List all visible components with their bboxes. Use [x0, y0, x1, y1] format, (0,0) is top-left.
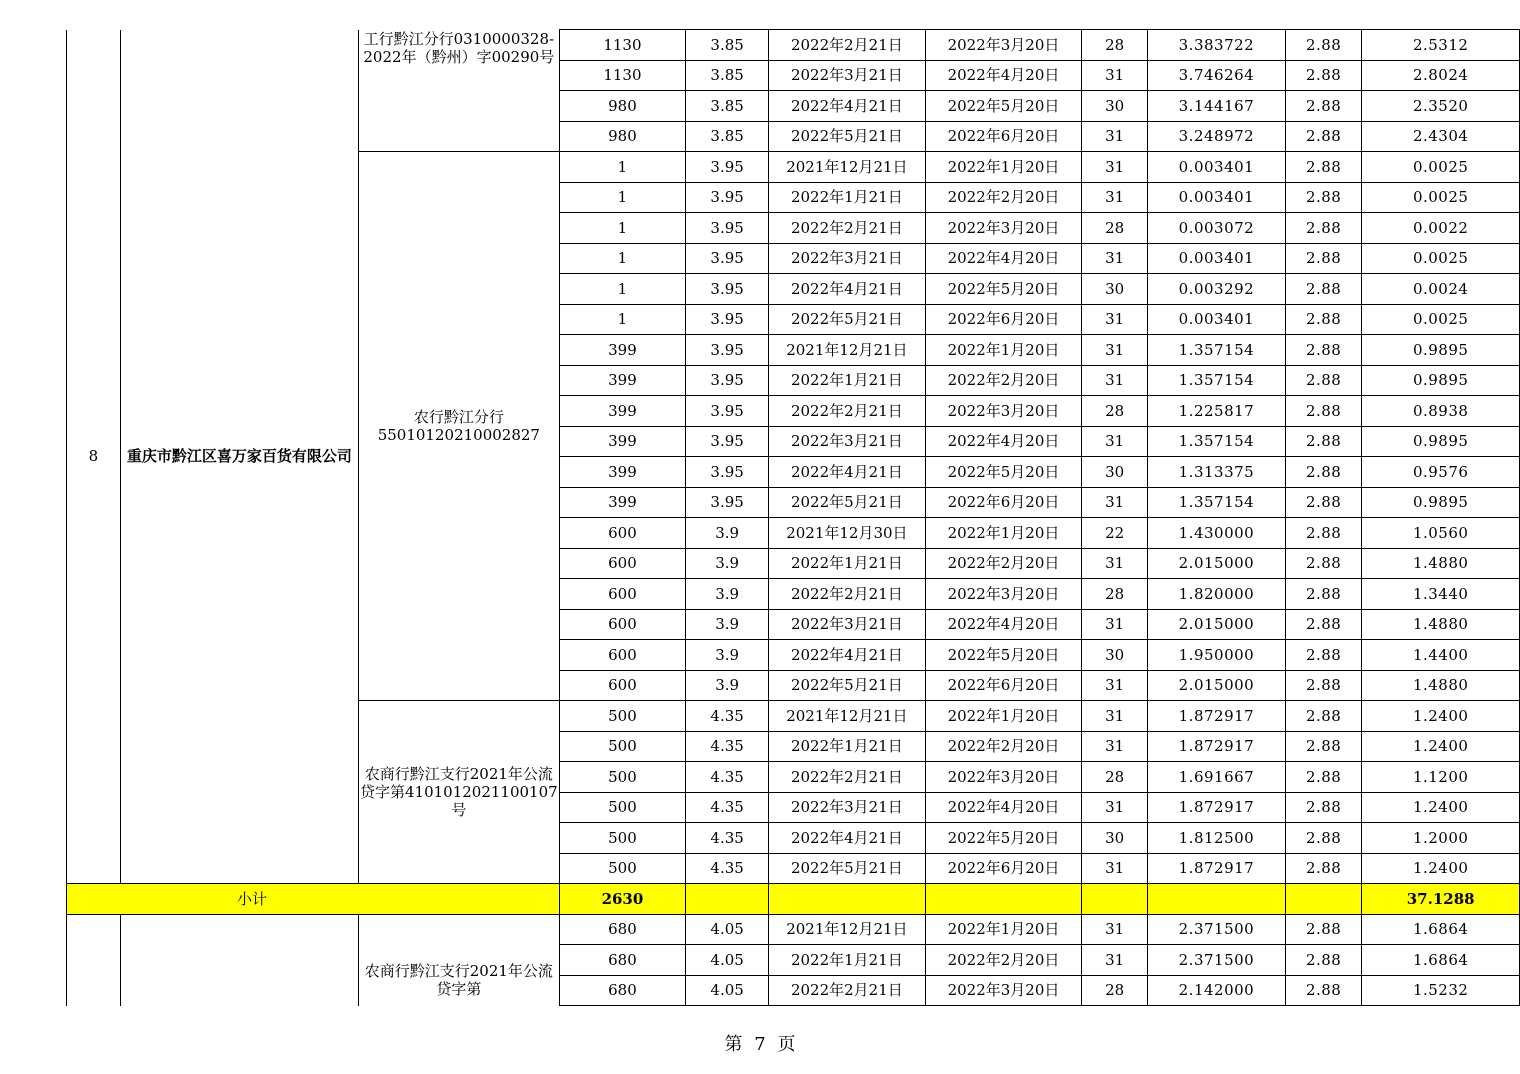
subsidy-cell: 0.9895 — [1362, 426, 1520, 457]
subsidy-cell: 1.4400 — [1362, 640, 1520, 671]
interest-cell: 1.950000 — [1147, 640, 1285, 671]
end-date-cell: 2022年6月20日 — [925, 853, 1082, 884]
amount-cell: 500 — [559, 853, 685, 884]
subsidy-rate-cell: 2.88 — [1285, 426, 1361, 457]
days-cell: 31 — [1082, 548, 1148, 579]
start-date-cell: 2022年5月21日 — [769, 487, 925, 518]
group-8-body — [67, 30, 1520, 884]
start-date-cell: 2022年2月21日 — [769, 762, 925, 793]
loan-contract-cell: 农商行黔江支行2021年公流贷字第 — [358, 914, 559, 1006]
interest-cell: 1.691667 — [1147, 762, 1285, 793]
end-date-cell: 2022年1月20日 — [925, 152, 1082, 183]
amount-cell: 399 — [559, 487, 685, 518]
interest-cell: 2.371500 — [1147, 914, 1285, 945]
company-name-cell: 重庆市黔江区喜万家百货有限公司 — [120, 30, 358, 884]
rate-cell: 3.9 — [686, 609, 769, 640]
end-date-cell: 2022年6月20日 — [925, 121, 1082, 152]
subtotal-cell — [769, 884, 925, 915]
subsidy-rate-cell: 2.88 — [1285, 121, 1361, 152]
interest-cell: 1.872917 — [1147, 701, 1285, 732]
start-date-cell: 2022年1月21日 — [769, 945, 925, 976]
start-date-cell: 2022年4月21日 — [769, 640, 925, 671]
subsidy-rate-cell: 2.88 — [1285, 91, 1361, 122]
amount-cell: 600 — [559, 518, 685, 549]
subsidy-cell: 2.4304 — [1362, 121, 1520, 152]
subsidy-rate-cell: 2.88 — [1285, 701, 1361, 732]
subsidy-cell: 2.3520 — [1362, 91, 1520, 122]
subsidy-cell: 0.9895 — [1362, 335, 1520, 366]
subsidy-rate-cell: 2.88 — [1285, 152, 1361, 183]
end-date-cell: 2022年4月20日 — [925, 609, 1082, 640]
interest-cell: 1.872917 — [1147, 731, 1285, 762]
interest-cell: 2.015000 — [1147, 670, 1285, 701]
end-date-cell: 2022年3月20日 — [925, 762, 1082, 793]
rate-cell: 3.95 — [686, 213, 769, 244]
end-date-cell: 2022年1月20日 — [925, 701, 1082, 732]
start-date-cell: 2022年3月21日 — [769, 243, 925, 274]
days-cell: 31 — [1082, 945, 1148, 976]
interest-cell: 0.003401 — [1147, 182, 1285, 213]
interest-cell: 0.003292 — [1147, 274, 1285, 305]
amount-cell: 680 — [559, 975, 685, 1006]
amount-cell: 500 — [559, 731, 685, 762]
end-date-cell: 2022年2月20日 — [925, 945, 1082, 976]
subsidy-rate-cell: 2.88 — [1285, 579, 1361, 610]
interest-cell: 1.812500 — [1147, 823, 1285, 854]
rate-cell: 3.95 — [686, 274, 769, 305]
amount-cell: 399 — [559, 396, 685, 427]
days-cell: 28 — [1082, 396, 1148, 427]
days-cell: 31 — [1082, 304, 1148, 335]
days-cell: 31 — [1082, 335, 1148, 366]
subsidy-cell: 1.2400 — [1362, 792, 1520, 823]
start-date-cell: 2022年3月21日 — [769, 792, 925, 823]
rate-cell: 3.9 — [686, 640, 769, 671]
next-group-body — [67, 914, 1520, 1006]
rate-cell: 3.9 — [686, 548, 769, 579]
amount-cell: 980 — [559, 91, 685, 122]
days-cell: 31 — [1082, 182, 1148, 213]
subsidy-cell: 1.0560 — [1362, 518, 1520, 549]
end-date-cell: 2022年1月20日 — [925, 335, 1082, 366]
subsidy-cell: 1.4880 — [1362, 670, 1520, 701]
rate-cell: 3.95 — [686, 335, 769, 366]
end-date-cell: 2022年3月20日 — [925, 30, 1082, 61]
subsidy-rate-cell: 2.88 — [1285, 823, 1361, 854]
page-footer — [0, 1030, 1520, 1056]
loan-contract-cell: 农商行黔江支行2021年公流贷字第4101012021100107号 — [358, 701, 559, 884]
subsidy-rate-cell: 2.88 — [1285, 609, 1361, 640]
days-cell: 31 — [1082, 121, 1148, 152]
subsidy-cell: 1.2400 — [1362, 853, 1520, 884]
end-date-cell: 2022年2月20日 — [925, 182, 1082, 213]
loan-contract-cell: 工行黔江分行0310000328-2022年（黔州）字00290号 — [358, 30, 559, 152]
subtotal-total: 37.1288 — [1362, 884, 1520, 915]
subsidy-rate-cell: 2.88 — [1285, 304, 1361, 335]
loan-interest-table — [66, 29, 1520, 1006]
interest-cell: 1.430000 — [1147, 518, 1285, 549]
interest-cell: 0.003401 — [1147, 152, 1285, 183]
interest-cell: 1.313375 — [1147, 457, 1285, 488]
rate-cell: 4.05 — [686, 945, 769, 976]
subsidy-rate-cell: 2.88 — [1285, 60, 1361, 91]
start-date-cell: 2022年1月21日 — [769, 548, 925, 579]
end-date-cell: 2022年5月20日 — [925, 91, 1082, 122]
days-cell: 30 — [1082, 274, 1148, 305]
subtotal-cell — [1285, 884, 1361, 915]
rate-cell: 3.95 — [686, 182, 769, 213]
subsidy-rate-cell: 2.88 — [1285, 335, 1361, 366]
end-date-cell: 2022年3月20日 — [925, 579, 1082, 610]
subsidy-cell: 1.3440 — [1362, 579, 1520, 610]
subsidy-rate-cell: 2.88 — [1285, 274, 1361, 305]
rate-cell: 3.95 — [686, 243, 769, 274]
subsidy-cell: 0.0025 — [1362, 304, 1520, 335]
subsidy-rate-cell: 2.88 — [1285, 670, 1361, 701]
interest-cell: 0.003401 — [1147, 304, 1285, 335]
rate-cell: 3.85 — [686, 30, 769, 61]
days-cell: 31 — [1082, 701, 1148, 732]
start-date-cell: 2022年1月21日 — [769, 731, 925, 762]
amount-cell: 680 — [559, 945, 685, 976]
end-date-cell: 2022年4月20日 — [925, 426, 1082, 457]
interest-cell: 0.003072 — [1147, 213, 1285, 244]
page-number: 7 — [754, 1034, 766, 1055]
amount-cell: 500 — [559, 823, 685, 854]
rate-cell: 3.95 — [686, 365, 769, 396]
subsidy-rate-cell: 2.88 — [1285, 182, 1361, 213]
subsidy-cell: 1.1200 — [1362, 762, 1520, 793]
end-date-cell: 2022年1月20日 — [925, 914, 1082, 945]
start-date-cell: 2021年12月21日 — [769, 335, 925, 366]
subtotal-cell — [925, 884, 1082, 915]
footer-suffix: 页 — [777, 1034, 796, 1055]
amount-cell: 1130 — [559, 30, 685, 61]
amount-cell: 1 — [559, 213, 685, 244]
subsidy-rate-cell: 2.88 — [1285, 853, 1361, 884]
interest-cell: 3.746264 — [1147, 60, 1285, 91]
days-cell: 31 — [1082, 853, 1148, 884]
subsidy-cell: 0.0022 — [1362, 213, 1520, 244]
subsidy-rate-cell: 2.88 — [1285, 548, 1361, 579]
amount-cell: 500 — [559, 792, 685, 823]
rate-cell: 3.85 — [686, 91, 769, 122]
rate-cell: 4.35 — [686, 731, 769, 762]
days-cell: 31 — [1082, 426, 1148, 457]
amount-cell: 1 — [559, 304, 685, 335]
rate-cell: 4.35 — [686, 853, 769, 884]
days-cell: 22 — [1082, 518, 1148, 549]
subtotal-body — [67, 884, 1520, 915]
subsidy-cell: 1.2000 — [1362, 823, 1520, 854]
interest-cell: 1.820000 — [1147, 579, 1285, 610]
rate-cell: 3.9 — [686, 518, 769, 549]
days-cell: 28 — [1082, 762, 1148, 793]
subsidy-rate-cell: 2.88 — [1285, 792, 1361, 823]
subsidy-rate-cell: 2.88 — [1285, 640, 1361, 671]
rate-cell: 4.35 — [686, 701, 769, 732]
subtotal-amount: 2630 — [559, 884, 685, 915]
end-date-cell: 2022年2月20日 — [925, 548, 1082, 579]
start-date-cell: 2022年5月21日 — [769, 121, 925, 152]
start-date-cell: 2021年12月21日 — [769, 152, 925, 183]
subsidy-rate-cell: 2.88 — [1285, 487, 1361, 518]
days-cell: 31 — [1082, 243, 1148, 274]
subtotal-cell — [1082, 884, 1148, 915]
rate-cell: 3.95 — [686, 426, 769, 457]
subsidy-cell: 1.5232 — [1362, 975, 1520, 1006]
start-date-cell: 2021年12月30日 — [769, 518, 925, 549]
amount-cell: 399 — [559, 365, 685, 396]
subsidy-cell: 1.2400 — [1362, 701, 1520, 732]
interest-cell: 0.003401 — [1147, 243, 1285, 274]
start-date-cell: 2022年2月21日 — [769, 579, 925, 610]
subsidy-cell: 1.6864 — [1362, 914, 1520, 945]
start-date-cell: 2022年2月21日 — [769, 396, 925, 427]
end-date-cell: 2022年6月20日 — [925, 487, 1082, 518]
end-date-cell: 2022年4月20日 — [925, 792, 1082, 823]
subsidy-cell: 0.8938 — [1362, 396, 1520, 427]
table-row — [67, 914, 1520, 945]
rate-cell: 3.95 — [686, 396, 769, 427]
start-date-cell: 2022年1月21日 — [769, 365, 925, 396]
subsidy-rate-cell: 2.88 — [1285, 213, 1361, 244]
start-date-cell: 2022年5月21日 — [769, 304, 925, 335]
start-date-cell: 2021年12月21日 — [769, 701, 925, 732]
subtotal-label: 小计 — [67, 884, 560, 915]
end-date-cell: 2022年3月20日 — [925, 396, 1082, 427]
subsidy-rate-cell: 2.88 — [1285, 396, 1361, 427]
subsidy-rate-cell: 2.88 — [1285, 518, 1361, 549]
end-date-cell: 2022年4月20日 — [925, 243, 1082, 274]
interest-cell: 3.144167 — [1147, 91, 1285, 122]
end-date-cell: 2022年5月20日 — [925, 457, 1082, 488]
subsidy-cell: 1.2400 — [1362, 731, 1520, 762]
amount-cell: 980 — [559, 121, 685, 152]
start-date-cell: 2022年5月21日 — [769, 670, 925, 701]
group-index-cell — [67, 914, 121, 1006]
start-date-cell: 2022年3月21日 — [769, 60, 925, 91]
interest-cell: 3.248972 — [1147, 121, 1285, 152]
interest-cell: 1.872917 — [1147, 792, 1285, 823]
subsidy-cell: 0.0025 — [1362, 152, 1520, 183]
rate-cell: 3.85 — [686, 60, 769, 91]
amount-cell: 600 — [559, 640, 685, 671]
interest-cell: 2.142000 — [1147, 975, 1285, 1006]
subsidy-cell: 1.4880 — [1362, 609, 1520, 640]
interest-cell: 1.872917 — [1147, 853, 1285, 884]
start-date-cell: 2022年1月21日 — [769, 182, 925, 213]
days-cell: 31 — [1082, 487, 1148, 518]
end-date-cell: 2022年4月20日 — [925, 60, 1082, 91]
subsidy-rate-cell: 2.88 — [1285, 975, 1361, 1006]
rate-cell: 4.35 — [686, 823, 769, 854]
subsidy-cell: 0.9895 — [1362, 365, 1520, 396]
interest-cell: 1.357154 — [1147, 426, 1285, 457]
days-cell: 31 — [1082, 609, 1148, 640]
subsidy-rate-cell: 2.88 — [1285, 457, 1361, 488]
subtotal-row — [67, 884, 1520, 915]
group-index-cell: 8 — [67, 30, 121, 884]
subsidy-cell: 0.9576 — [1362, 457, 1520, 488]
amount-cell: 1 — [559, 243, 685, 274]
amount-cell: 1 — [559, 152, 685, 183]
subsidy-cell: 0.9895 — [1362, 487, 1520, 518]
subsidy-rate-cell: 2.88 — [1285, 945, 1361, 976]
start-date-cell: 2022年4月21日 — [769, 91, 925, 122]
amount-cell: 399 — [559, 426, 685, 457]
end-date-cell: 2022年5月20日 — [925, 823, 1082, 854]
amount-cell: 600 — [559, 548, 685, 579]
footer-prefix: 第 — [724, 1034, 743, 1055]
loan-contract-cell: 农行黔江分行55010120210002827 — [358, 152, 559, 701]
start-date-cell: 2021年12月21日 — [769, 914, 925, 945]
subsidy-rate-cell: 2.88 — [1285, 731, 1361, 762]
days-cell: 31 — [1082, 731, 1148, 762]
days-cell: 31 — [1082, 792, 1148, 823]
days-cell: 31 — [1082, 60, 1148, 91]
subtotal-cell — [1147, 884, 1285, 915]
rate-cell: 3.95 — [686, 457, 769, 488]
end-date-cell: 2022年6月20日 — [925, 670, 1082, 701]
subsidy-cell: 0.0025 — [1362, 182, 1520, 213]
interest-cell: 2.015000 — [1147, 548, 1285, 579]
subsidy-cell: 1.6864 — [1362, 945, 1520, 976]
days-cell: 28 — [1082, 975, 1148, 1006]
subsidy-rate-cell: 2.88 — [1285, 762, 1361, 793]
amount-cell: 1 — [559, 182, 685, 213]
amount-cell: 500 — [559, 701, 685, 732]
start-date-cell: 2022年2月21日 — [769, 975, 925, 1006]
days-cell: 31 — [1082, 152, 1148, 183]
subsidy-cell: 0.0025 — [1362, 243, 1520, 274]
interest-cell: 2.015000 — [1147, 609, 1285, 640]
interest-cell: 1.357154 — [1147, 487, 1285, 518]
start-date-cell: 2022年3月21日 — [769, 426, 925, 457]
days-cell: 30 — [1082, 823, 1148, 854]
subsidy-cell: 2.5312 — [1362, 30, 1520, 61]
days-cell: 31 — [1082, 670, 1148, 701]
start-date-cell: 2022年5月21日 — [769, 853, 925, 884]
end-date-cell: 2022年2月20日 — [925, 365, 1082, 396]
end-date-cell: 2022年2月20日 — [925, 731, 1082, 762]
amount-cell: 399 — [559, 335, 685, 366]
rate-cell: 3.9 — [686, 670, 769, 701]
days-cell: 28 — [1082, 30, 1148, 61]
subsidy-rate-cell: 2.88 — [1285, 30, 1361, 61]
start-date-cell: 2022年3月21日 — [769, 609, 925, 640]
rate-cell: 3.85 — [686, 121, 769, 152]
days-cell: 30 — [1082, 457, 1148, 488]
days-cell: 28 — [1082, 213, 1148, 244]
amount-cell: 1130 — [559, 60, 685, 91]
interest-cell: 1.357154 — [1147, 365, 1285, 396]
subtotal-cell — [686, 884, 769, 915]
start-date-cell: 2022年2月21日 — [769, 30, 925, 61]
end-date-cell: 2022年3月20日 — [925, 975, 1082, 1006]
interest-cell: 3.383722 — [1147, 30, 1285, 61]
end-date-cell: 2022年1月20日 — [925, 518, 1082, 549]
amount-cell: 399 — [559, 457, 685, 488]
rate-cell: 4.05 — [686, 914, 769, 945]
subsidy-cell: 2.8024 — [1362, 60, 1520, 91]
amount-cell: 600 — [559, 670, 685, 701]
end-date-cell: 2022年3月20日 — [925, 213, 1082, 244]
interest-cell: 2.371500 — [1147, 945, 1285, 976]
end-date-cell: 2022年5月20日 — [925, 640, 1082, 671]
days-cell: 28 — [1082, 579, 1148, 610]
subsidy-rate-cell: 2.88 — [1285, 243, 1361, 274]
days-cell: 30 — [1082, 640, 1148, 671]
days-cell: 31 — [1082, 914, 1148, 945]
days-cell: 30 — [1082, 91, 1148, 122]
amount-cell: 680 — [559, 914, 685, 945]
interest-cell: 1.357154 — [1147, 335, 1285, 366]
subsidy-rate-cell: 2.88 — [1285, 914, 1361, 945]
company-name-cell — [120, 914, 358, 1006]
amount-cell: 600 — [559, 609, 685, 640]
table-row — [67, 30, 1520, 61]
rate-cell: 3.95 — [686, 487, 769, 518]
amount-cell: 600 — [559, 579, 685, 610]
amount-cell: 1 — [559, 274, 685, 305]
interest-cell: 1.225817 — [1147, 396, 1285, 427]
end-date-cell: 2022年6月20日 — [925, 304, 1082, 335]
rate-cell: 3.95 — [686, 152, 769, 183]
rate-cell: 4.35 — [686, 792, 769, 823]
start-date-cell: 2022年4月21日 — [769, 457, 925, 488]
amount-cell: 500 — [559, 762, 685, 793]
subsidy-cell: 0.0024 — [1362, 274, 1520, 305]
start-date-cell: 2022年4月21日 — [769, 274, 925, 305]
subsidy-cell: 1.4880 — [1362, 548, 1520, 579]
rate-cell: 4.05 — [686, 975, 769, 1006]
start-date-cell: 2022年2月21日 — [769, 213, 925, 244]
days-cell: 31 — [1082, 365, 1148, 396]
rate-cell: 3.95 — [686, 304, 769, 335]
rate-cell: 3.9 — [686, 579, 769, 610]
rate-cell: 4.35 — [686, 762, 769, 793]
start-date-cell: 2022年4月21日 — [769, 823, 925, 854]
end-date-cell: 2022年5月20日 — [925, 274, 1082, 305]
subsidy-rate-cell: 2.88 — [1285, 365, 1361, 396]
